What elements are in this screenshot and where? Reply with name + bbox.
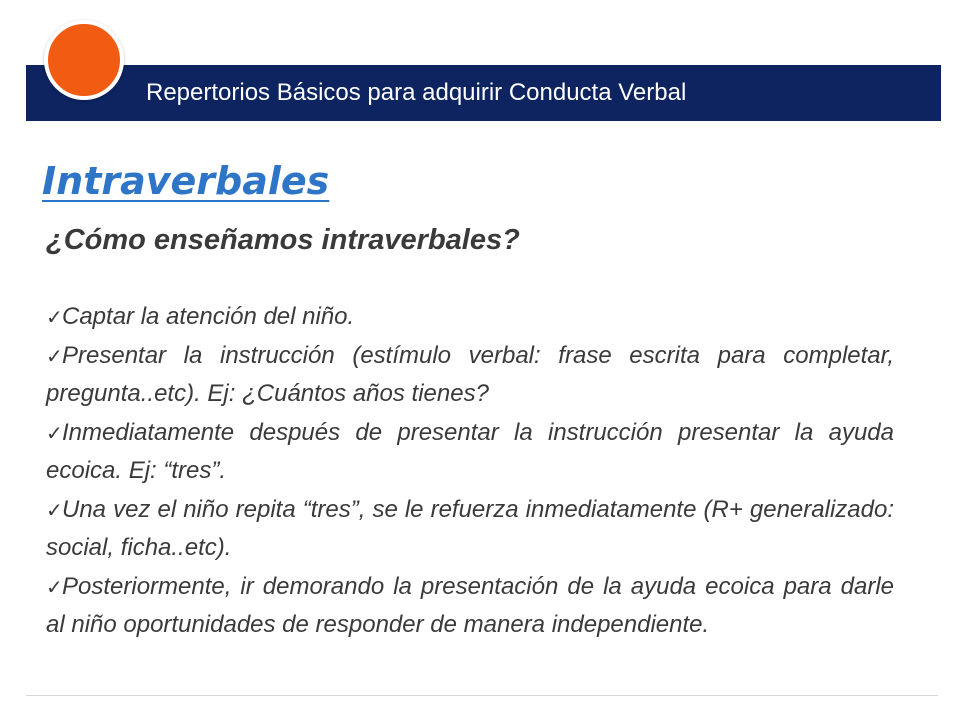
check-icon: ✓	[46, 574, 63, 599]
footer-divider	[26, 695, 938, 696]
list-item	[46, 337, 894, 414]
list-item-text: Una vez el niño repita “tres”, se le refuerza inmediatamente (R+ generalizado: social, ficha..etc).	[46, 495, 894, 561]
list-item	[46, 568, 894, 645]
list-item	[46, 414, 894, 491]
orange-circle-logo	[44, 20, 124, 100]
section-title: Intraverbales	[42, 159, 330, 203]
check-icon: ✓	[46, 497, 63, 522]
list-item-text: Captar la atención del niño.	[62, 303, 355, 330]
bullet-list	[46, 298, 894, 645]
check-icon: ✓	[46, 420, 63, 445]
list-item-text: Posteriormente, ir demorando la presentación de la ayuda ecoica para darle al niño oportunidades de responder de manera independiente.	[46, 572, 894, 638]
list-item-text: Presentar la instrucción (estímulo verbal: frase escrita para completar, pregunta..etc). Ej: ¿Cuántos años tienes?	[46, 341, 894, 407]
question-heading: ¿Cómo enseñamos intraverbales?	[46, 224, 520, 256]
list-item	[46, 491, 894, 568]
check-icon: ✓	[46, 343, 63, 368]
list-item	[46, 298, 894, 337]
check-icon: ✓	[46, 305, 63, 329]
list-item-text: Inmediatamente después de presentar la instrucción presentar la ayuda ecoica. Ej: “tres”.	[46, 418, 894, 484]
header-title: Repertorios Básicos para adquirir Conducta Verbal	[146, 79, 687, 106]
header-bar	[26, 65, 941, 121]
